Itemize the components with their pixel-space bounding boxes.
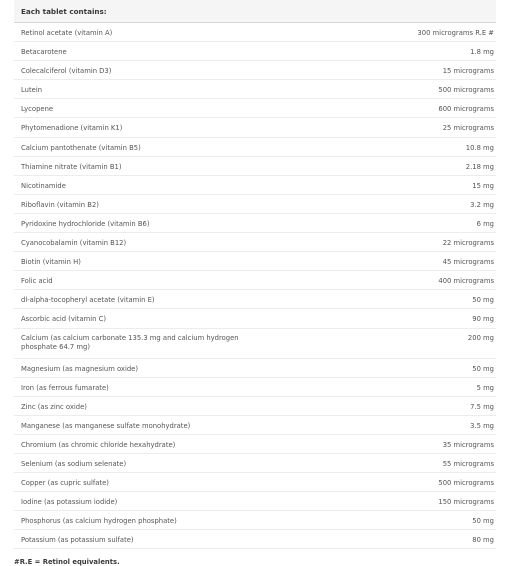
table-row bbox=[14, 42, 496, 61]
ingredient-amount: 150 micrograms bbox=[438, 498, 494, 507]
table-row bbox=[14, 435, 496, 454]
ingredient-name: Folic acid bbox=[21, 277, 53, 286]
ingredient-name: Cyanocobalamin (vitamin B12) bbox=[21, 239, 127, 248]
table-row bbox=[14, 214, 496, 233]
table-row bbox=[14, 118, 496, 137]
ingredient-name: Selenium (as sodium selenate) bbox=[21, 459, 127, 468]
table-row bbox=[14, 329, 496, 359]
ingredient-amount: 2.18 mg bbox=[465, 162, 494, 171]
ingredient-name: Iron (as ferrous fumarate) bbox=[21, 383, 109, 392]
table-row bbox=[14, 176, 496, 195]
ingredient-name: dl-alpha-tocopheryl acetate (vitamin E) bbox=[21, 296, 155, 305]
ingredient-name: Magnesium (as magnesium oxide) bbox=[21, 364, 138, 373]
table-row bbox=[14, 195, 496, 214]
table-row bbox=[14, 359, 496, 378]
ingredient-name: Copper (as cupric sulfate) bbox=[21, 479, 109, 488]
ingredient-name: Riboflavin (vitamin B2) bbox=[21, 200, 99, 209]
ingredient-name: Pyridoxine hydrochloride (vitamin B6) bbox=[21, 219, 150, 228]
ingredient-amount: 10.8 mg bbox=[465, 143, 494, 152]
ingredient-amount: 15 micrograms bbox=[442, 67, 494, 76]
table-title: Each tablet contains: bbox=[21, 6, 107, 16]
ingredient-name: Iodine (as potassium iodide) bbox=[21, 498, 118, 507]
table-row bbox=[14, 61, 496, 80]
ingredient-name: Potassium (as potassium sulfate) bbox=[21, 536, 134, 545]
ingredient-name: Manganese (as manganese sulfate monohydrate) bbox=[21, 421, 191, 430]
ingredient-name: Thiamine nitrate (vitamin B1) bbox=[21, 162, 122, 171]
table-header bbox=[14, 0, 496, 23]
table-row bbox=[14, 473, 496, 492]
ingredient-name: Ascorbic acid (vitamin C) bbox=[21, 315, 107, 324]
ingredient-amount: 1.8 mg bbox=[470, 48, 494, 57]
table-row bbox=[14, 80, 496, 99]
ingredient-amount: 50 mg bbox=[472, 296, 494, 305]
ingredient-name: Colecalciferol (vitamin D3) bbox=[21, 67, 112, 76]
ingredient-amount: 15 mg bbox=[472, 181, 494, 190]
table-row bbox=[14, 378, 496, 397]
table-row bbox=[14, 138, 496, 157]
ingredient-name: Chromium (as chromic chloride hexahydrate) bbox=[21, 440, 176, 449]
ingredient-amount: 400 micrograms bbox=[438, 277, 494, 286]
table-row bbox=[14, 252, 496, 271]
ingredient-amount: 45 micrograms bbox=[442, 258, 494, 267]
ingredient-amount: 500 micrograms bbox=[438, 479, 494, 488]
ingredient-amount: 35 micrograms bbox=[442, 440, 494, 449]
table-row bbox=[14, 271, 496, 290]
ingredient-name: Calcium (as calcium carbonate 135.3 mg and calcium hydrogen phosphate 64.7 mg) bbox=[21, 333, 239, 351]
table-row bbox=[14, 23, 496, 42]
ingredient-name: Retinol acetate (vitamin A) bbox=[21, 29, 113, 37]
ingredient-name: Lutein bbox=[21, 86, 43, 95]
table-row bbox=[14, 511, 496, 530]
table-row bbox=[14, 157, 496, 176]
table-row bbox=[14, 397, 496, 416]
table-row bbox=[14, 492, 496, 511]
ingredient-name: Biotin (vitamin H) bbox=[21, 258, 81, 267]
table-row bbox=[14, 309, 496, 328]
ingredient-amount: 25 micrograms bbox=[442, 124, 494, 133]
ingredient-name: Lycopene bbox=[21, 105, 54, 114]
ingredient-amount: 500 micrograms bbox=[438, 86, 494, 95]
ingredient-amount: 3.2 mg bbox=[470, 200, 494, 209]
ingredient-amount: 3.5 mg bbox=[470, 421, 494, 430]
ingredient-name: Nicotinamide bbox=[21, 181, 66, 190]
ingredient-name: Calcium pantothenate (vitamin B5) bbox=[21, 143, 141, 152]
footnote: #R.E = Retinol equivalents. bbox=[14, 558, 120, 566]
ingredient-amount: 200 mg bbox=[467, 333, 494, 342]
ingredient-amount: 50 mg bbox=[472, 364, 494, 373]
ingredient-amount: 6 mg bbox=[476, 219, 494, 228]
ingredient-name: Phytomenadione (vitamin K1) bbox=[21, 124, 123, 133]
ingredient-amount: 22 micrograms bbox=[442, 239, 494, 248]
ingredient-name: Phosphorus (as calcium hydrogen phosphate) bbox=[21, 517, 177, 526]
ingredient-amount: 80 mg bbox=[472, 536, 494, 545]
table-row bbox=[14, 290, 496, 309]
table-row bbox=[14, 530, 496, 549]
ingredient-name: Zinc (as zinc oxide) bbox=[21, 402, 87, 411]
table-row bbox=[14, 99, 496, 118]
ingredient-amount: 5 mg bbox=[476, 383, 494, 392]
ingredient-amount: 90 mg bbox=[472, 315, 494, 324]
ingredient-amount: 7.5 mg bbox=[470, 402, 494, 411]
ingredient-amount: 600 micrograms bbox=[438, 105, 494, 114]
table-row bbox=[14, 454, 496, 473]
table-row bbox=[14, 416, 496, 435]
ingredient-name: Betacarotene bbox=[21, 48, 67, 57]
ingredient-amount: 55 micrograms bbox=[442, 459, 494, 468]
ingredient-amount: 300 micrograms R.E # bbox=[417, 29, 494, 37]
table-row bbox=[14, 233, 496, 252]
ingredients-table bbox=[14, 23, 496, 549]
ingredient-amount: 50 mg bbox=[472, 517, 494, 526]
